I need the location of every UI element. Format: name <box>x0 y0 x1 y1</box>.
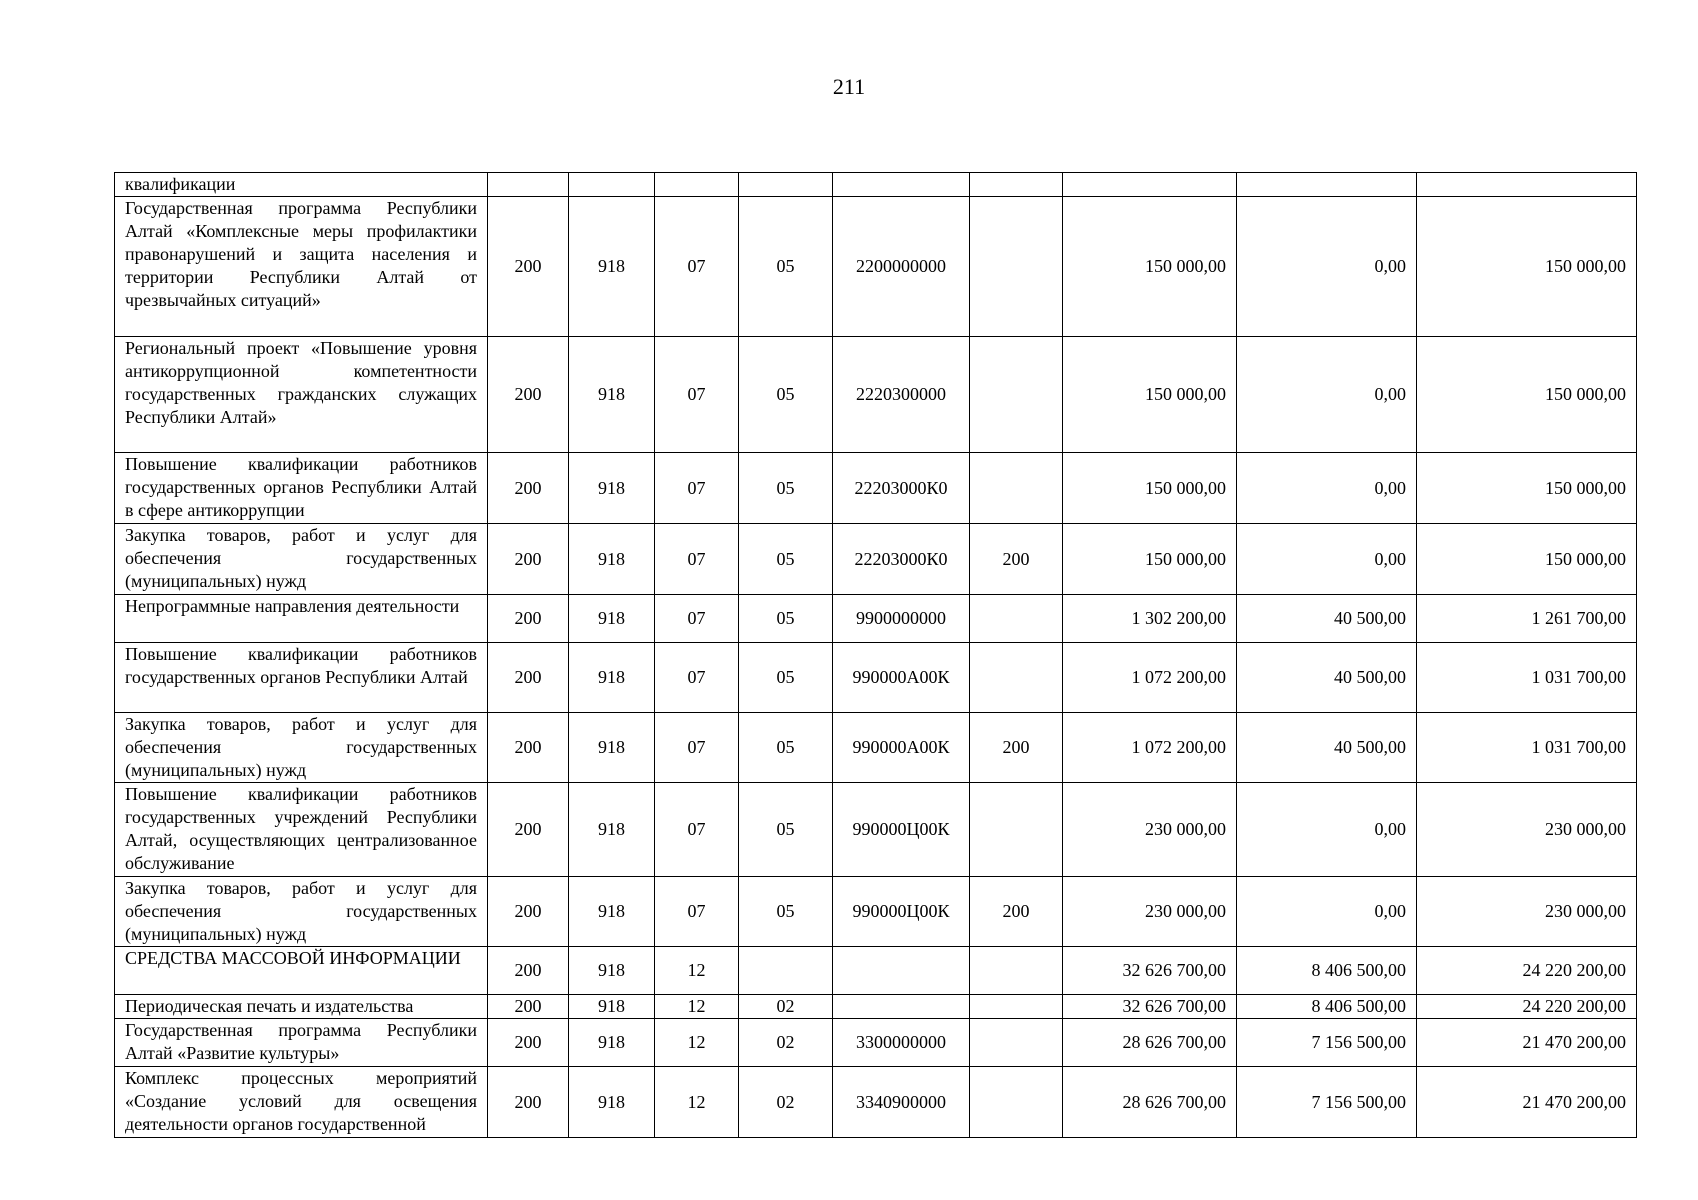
row-subsection: 05 <box>739 783 833 877</box>
row-section: 07 <box>655 713 739 783</box>
row-admin-code: 200 <box>488 453 569 524</box>
row-expense-type <box>970 1019 1063 1067</box>
row-target-article: 3340900000 <box>833 1067 970 1138</box>
row-subsection: 05 <box>739 197 833 337</box>
row-admin-code: 200 <box>488 595 569 643</box>
row-ministry-code: 918 <box>569 1067 655 1138</box>
row-subsection: 05 <box>739 524 833 595</box>
row-amount-federal: 7 156 500,00 <box>1237 1067 1417 1138</box>
row-expense-type <box>970 947 1063 995</box>
table-row <box>115 173 1637 197</box>
table-row <box>115 995 1637 1019</box>
row-target-article <box>833 995 970 1019</box>
row-admin-code: 200 <box>488 524 569 595</box>
row-section: 12 <box>655 947 739 995</box>
row-subsection: 02 <box>739 995 833 1019</box>
row-expense-type <box>970 337 1063 453</box>
row-admin-code: 200 <box>488 877 569 947</box>
row-amount-federal: 7 156 500,00 <box>1237 1019 1417 1067</box>
row-target-article: 22203000К0 <box>833 453 970 524</box>
row-amount-regional: 230 000,00 <box>1417 877 1637 947</box>
row-amount-total: 150 000,00 <box>1063 197 1237 337</box>
row-admin-code: 200 <box>488 783 569 877</box>
row-subsection: 05 <box>739 877 833 947</box>
row-name: СРЕДСТВА МАССОВОЙ ИНФОРМАЦИИ <box>115 947 488 995</box>
row-subsection: 02 <box>739 1019 833 1067</box>
row-amount-total: 230 000,00 <box>1063 877 1237 947</box>
row-amount-federal: 40 500,00 <box>1237 643 1417 713</box>
row-admin-code: 200 <box>488 197 569 337</box>
row-amount-federal: 0,00 <box>1237 453 1417 524</box>
row-amount-total: 150 000,00 <box>1063 453 1237 524</box>
row-subsection: 05 <box>739 595 833 643</box>
row-amount-federal: 8 406 500,00 <box>1237 995 1417 1019</box>
row-name: Закупка товаров, работ и услуг для обеспечения государственных (муниципальных) нужд <box>115 877 488 947</box>
row-amount-total: 1 072 200,00 <box>1063 643 1237 713</box>
row-expense-type: 200 <box>970 713 1063 783</box>
row-amount-total: 28 626 700,00 <box>1063 1019 1237 1067</box>
row-section: 12 <box>655 1067 739 1138</box>
row-ministry-code: 918 <box>569 995 655 1019</box>
row-amount-total: 230 000,00 <box>1063 783 1237 877</box>
row-section: 07 <box>655 877 739 947</box>
row-amount-total: 150 000,00 <box>1063 337 1237 453</box>
table-row <box>115 713 1637 783</box>
table-row <box>115 643 1637 713</box>
row-amount-regional <box>1417 173 1637 197</box>
table-row <box>115 1019 1637 1067</box>
row-target-article: 3300000000 <box>833 1019 970 1067</box>
row-amount-total: 28 626 700,00 <box>1063 1067 1237 1138</box>
page-number: 211 <box>832 74 866 99</box>
row-target-article: 2220300000 <box>833 337 970 453</box>
row-subsection <box>739 947 833 995</box>
row-section: 07 <box>655 197 739 337</box>
row-subsection: 02 <box>739 1067 833 1138</box>
row-ministry-code <box>569 173 655 197</box>
row-subsection: 05 <box>739 453 833 524</box>
row-amount-total <box>1063 173 1237 197</box>
row-admin-code <box>488 173 569 197</box>
row-expense-type <box>970 783 1063 877</box>
row-name: Комплекс процессных мероприятий «Создание условий для освещения деятельности органов государственной <box>115 1067 488 1138</box>
row-target-article: 9900000000 <box>833 595 970 643</box>
row-amount-regional: 1 261 700,00 <box>1417 595 1637 643</box>
row-ministry-code: 918 <box>569 1019 655 1067</box>
table-row <box>115 337 1637 453</box>
row-ministry-code: 918 <box>569 595 655 643</box>
row-target-article: 2200000000 <box>833 197 970 337</box>
row-amount-regional: 150 000,00 <box>1417 197 1637 337</box>
row-amount-regional: 150 000,00 <box>1417 337 1637 453</box>
row-target-article: 22203000К0 <box>833 524 970 595</box>
row-target-article: 990000А00К <box>833 713 970 783</box>
row-admin-code: 200 <box>488 947 569 995</box>
row-ministry-code: 918 <box>569 947 655 995</box>
row-amount-regional: 21 470 200,00 <box>1417 1019 1637 1067</box>
row-amount-regional: 21 470 200,00 <box>1417 1067 1637 1138</box>
row-name: Повышение квалификации работников государственных органов Республики Алтай в сфере антикоррупции <box>115 453 488 524</box>
row-section: 12 <box>655 1019 739 1067</box>
row-name: Периодическая печать и издательства <box>115 995 488 1019</box>
row-expense-type <box>970 197 1063 337</box>
row-section: 07 <box>655 524 739 595</box>
row-ministry-code: 918 <box>569 643 655 713</box>
row-amount-regional: 1 031 700,00 <box>1417 713 1637 783</box>
row-admin-code: 200 <box>488 1067 569 1138</box>
row-name: Региональный проект «Повышение уровня антикоррупционной компетентности государственных гражданских служащих Республики Алтай» <box>115 337 488 453</box>
row-name: Непрограммные направления деятельности <box>115 595 488 643</box>
row-expense-type <box>970 173 1063 197</box>
row-section: 07 <box>655 453 739 524</box>
row-target-article: 990000А00К <box>833 643 970 713</box>
row-amount-regional: 150 000,00 <box>1417 453 1637 524</box>
row-amount-regional: 1 031 700,00 <box>1417 643 1637 713</box>
table-row <box>115 877 1637 947</box>
row-admin-code: 200 <box>488 643 569 713</box>
row-amount-federal: 0,00 <box>1237 783 1417 877</box>
row-section <box>655 173 739 197</box>
row-amount-total: 150 000,00 <box>1063 524 1237 595</box>
row-expense-type <box>970 995 1063 1019</box>
table-row <box>115 947 1637 995</box>
row-ministry-code: 918 <box>569 713 655 783</box>
row-section: 07 <box>655 783 739 877</box>
row-amount-regional: 150 000,00 <box>1417 524 1637 595</box>
row-admin-code: 200 <box>488 995 569 1019</box>
row-ministry-code: 918 <box>569 453 655 524</box>
table-body <box>115 173 1637 1138</box>
row-subsection: 05 <box>739 337 833 453</box>
table-row <box>115 524 1637 595</box>
row-ministry-code: 918 <box>569 783 655 877</box>
table-row <box>115 453 1637 524</box>
row-subsection: 05 <box>739 713 833 783</box>
row-target-article <box>833 947 970 995</box>
row-ministry-code: 918 <box>569 337 655 453</box>
row-amount-total: 32 626 700,00 <box>1063 947 1237 995</box>
row-expense-type <box>970 643 1063 713</box>
row-amount-federal: 0,00 <box>1237 337 1417 453</box>
row-ministry-code: 918 <box>569 524 655 595</box>
row-name: Повышение квалификации работников государственных учреждений Республики Алтай, осуществляющих централизованное обслуживание <box>115 783 488 877</box>
row-name: квалификации <box>115 173 488 197</box>
row-admin-code: 200 <box>488 1019 569 1067</box>
row-amount-total: 1 072 200,00 <box>1063 713 1237 783</box>
row-name: Закупка товаров, работ и услуг для обеспечения государственных (муниципальных) нужд <box>115 713 488 783</box>
row-name: Государственная программа Республики Алтай «Комплексные меры профилактики правонарушений и защита населения и территории Республики Алтай от чрезвычайных ситуаций» <box>115 197 488 337</box>
row-name: Закупка товаров, работ и услуг для обеспечения государственных (муниципальных) нужд <box>115 524 488 595</box>
row-section: 07 <box>655 337 739 453</box>
row-subsection: 05 <box>739 643 833 713</box>
row-section: 07 <box>655 595 739 643</box>
row-admin-code: 200 <box>488 337 569 453</box>
row-amount-regional: 24 220 200,00 <box>1417 995 1637 1019</box>
row-expense-type <box>970 453 1063 524</box>
row-amount-federal: 8 406 500,00 <box>1237 947 1417 995</box>
table-row <box>115 783 1637 877</box>
row-target-article: 990000Ц00К <box>833 783 970 877</box>
row-amount-regional: 24 220 200,00 <box>1417 947 1637 995</box>
row-amount-federal: 0,00 <box>1237 524 1417 595</box>
row-amount-federal: 40 500,00 <box>1237 595 1417 643</box>
row-section: 07 <box>655 643 739 713</box>
table-row <box>115 1067 1637 1138</box>
row-amount-total: 1 302 200,00 <box>1063 595 1237 643</box>
row-amount-federal: 0,00 <box>1237 197 1417 337</box>
row-name: Государственная программа Республики Алтай «Развитие культуры» <box>115 1019 488 1067</box>
row-section: 12 <box>655 995 739 1019</box>
row-admin-code: 200 <box>488 713 569 783</box>
row-target-article: 990000Ц00К <box>833 877 970 947</box>
row-ministry-code: 918 <box>569 197 655 337</box>
table-row <box>115 595 1637 643</box>
row-expense-type: 200 <box>970 877 1063 947</box>
row-amount-regional: 230 000,00 <box>1417 783 1637 877</box>
row-subsection <box>739 173 833 197</box>
row-name: Повышение квалификации работников государственных органов Республики Алтай <box>115 643 488 713</box>
row-amount-federal: 40 500,00 <box>1237 713 1417 783</box>
row-ministry-code: 918 <box>569 877 655 947</box>
row-target-article <box>833 173 970 197</box>
row-expense-type <box>970 595 1063 643</box>
budget-table <box>114 172 1637 1138</box>
row-amount-federal: 0,00 <box>1237 877 1417 947</box>
row-expense-type: 200 <box>970 524 1063 595</box>
row-expense-type <box>970 1067 1063 1138</box>
table-row <box>115 197 1637 337</box>
row-amount-federal <box>1237 173 1417 197</box>
row-amount-total: 32 626 700,00 <box>1063 995 1237 1019</box>
